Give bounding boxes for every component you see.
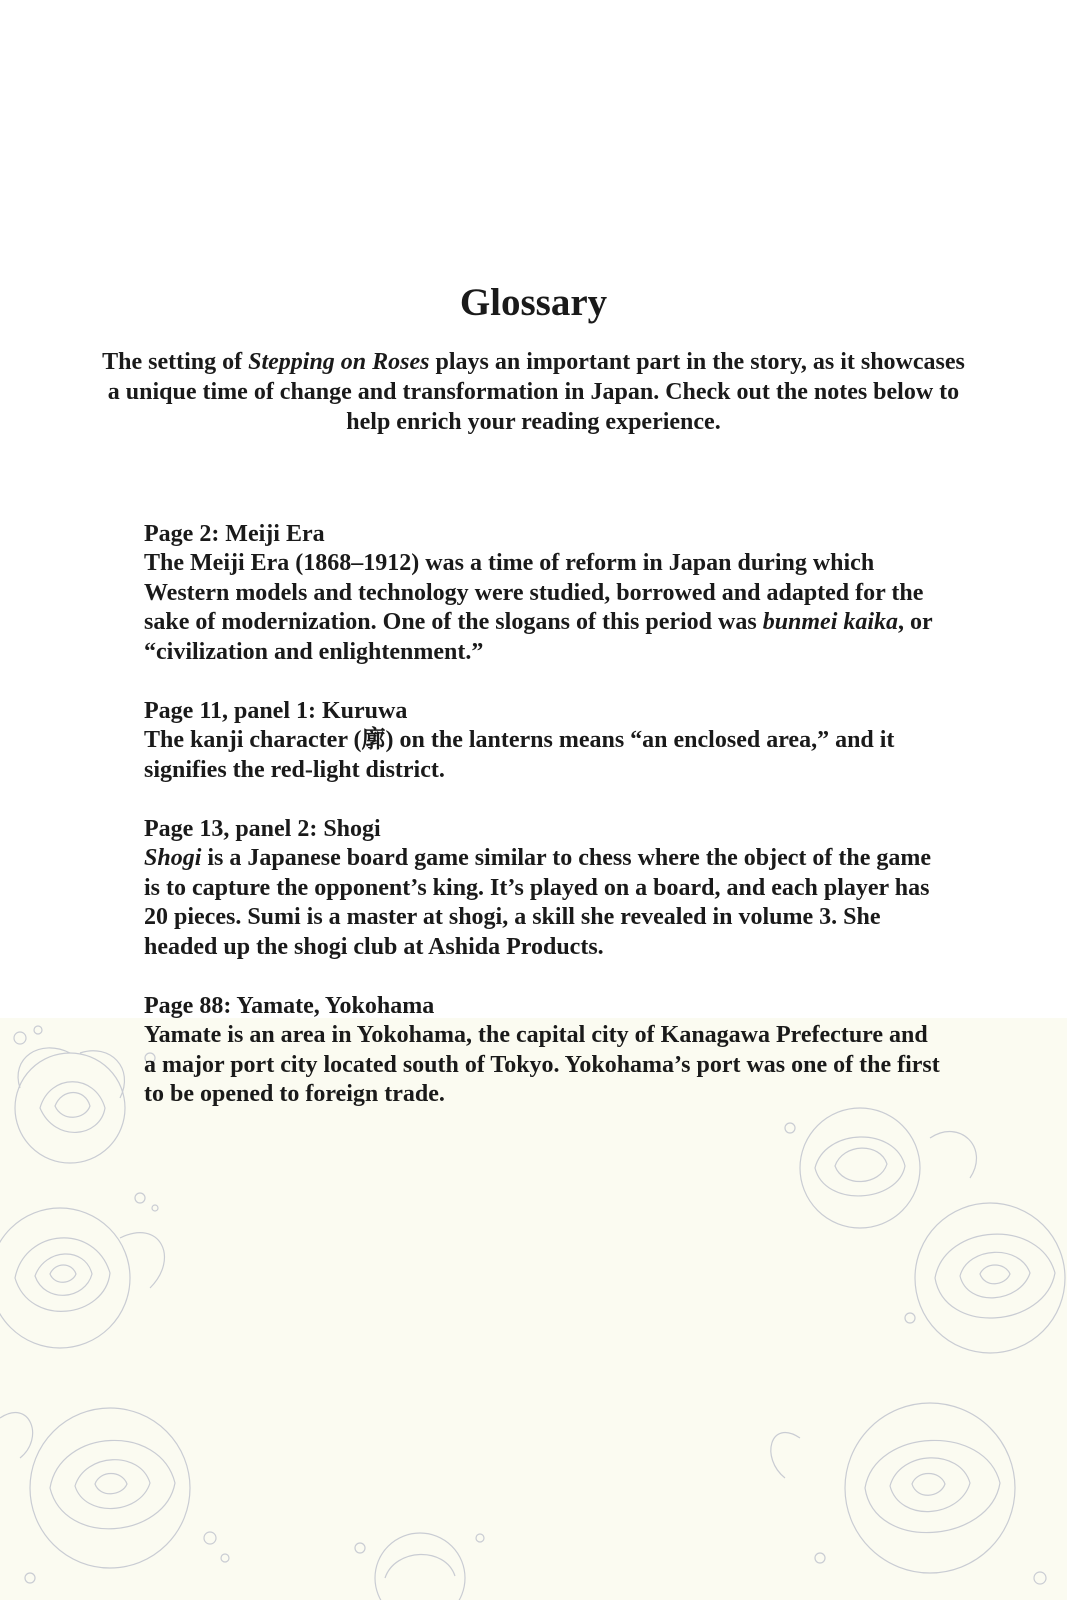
glossary-entry-meiji-era	[144, 519, 944, 667]
entry-heading: Page 88: Yamate, Yokohama	[144, 993, 435, 1019]
entry-body	[144, 844, 944, 962]
book-title: Stepping on Roses	[248, 349, 430, 375]
rose-center-bottom	[355, 1533, 484, 1600]
page-title: Glossary	[459, 281, 608, 324]
glossary-entry-kuruwa	[144, 696, 944, 785]
glossary-entry-yamate-yokohama	[144, 991, 944, 1110]
entry-body-text: is a Japanese board game similar to chess where the object of the game is to capture the opponent’s king. It’s played on a board, and each player has 20 pieces. Sumi is a master at shogi, a skill she revealed in volume 3. She headed up the shogi club at Ashida Products.	[144, 845, 932, 960]
entry-body	[144, 1021, 944, 1110]
entry-heading: Page 2: Meiji Era	[144, 521, 325, 547]
intro-suffix: plays an important part in the story, as it showcases a unique time of change and transformation in Japan. Check out the notes below to help enrich your reading experience.	[107, 349, 965, 435]
entry-body	[144, 549, 944, 667]
rose-right-middle	[905, 1203, 1065, 1353]
entry-body-italic: bunmei kaika	[762, 609, 899, 635]
entry-body-italic: Shogi	[144, 845, 202, 871]
rose-left-top	[14, 1026, 155, 1163]
rose-right-bottom	[771, 1403, 1046, 1584]
intro-paragraph	[100, 347, 967, 437]
entry-body-text: The kanji character (廓) on the lanterns means “an enclosed area,” and it signifies the red-light district.	[144, 727, 895, 783]
entry-heading: Page 13, panel 2: Shogi	[144, 816, 381, 842]
glossary-entries	[144, 519, 944, 1139]
entry-body-text-end: , or “civilization and enlightenment.”	[144, 609, 933, 665]
intro-prefix: The setting of	[102, 349, 249, 375]
rose-left-middle	[0, 1193, 164, 1348]
entry-heading: Page 11, panel 1: Kuruwa	[144, 698, 408, 724]
entry-body	[144, 726, 944, 785]
glossary-entry-shogi	[144, 814, 944, 962]
entry-body-text: Yamate is an area in Yokohama, the capital city of Kanagawa Prefecture and a major port city located south of Tokyo. Yokohama’s port was one of the first to be opened to foreign trade.	[144, 1022, 940, 1107]
entry-body-text: The Meiji Era (1868–1912) was a time of reform in Japan during which Western models and technology were studied, borrowed and adapted for the sake of modernization. One of the slogans of this period was	[144, 550, 924, 635]
rose-left-bottom	[0, 1408, 229, 1583]
